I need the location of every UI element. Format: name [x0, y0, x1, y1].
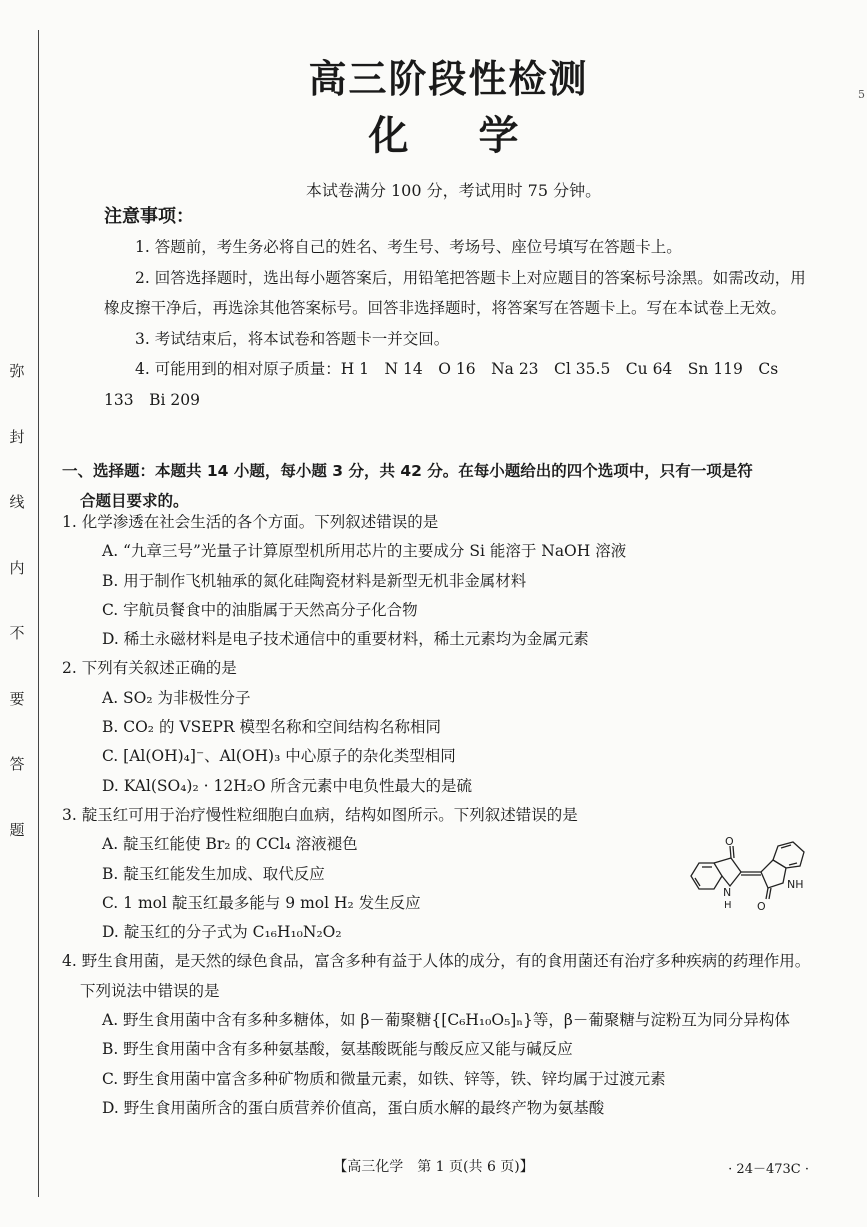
structure-label-h: H — [724, 900, 732, 911]
structure-label-o-bottom: O — [757, 900, 766, 913]
margin-char: 弥 — [9, 362, 25, 380]
question-stem: 4. 野生食用菌，是天然的绿色食品，富含多种有益于人体的成分，有的食用菌还有治疗多种疾病的药理作用。下列说法中错误的是 — [62, 952, 811, 1000]
exam-title: 高三阶段性检测 — [308, 57, 589, 101]
margin-char: 题 — [9, 820, 25, 839]
indirubin-structure-diagram — [683, 836, 823, 916]
notice-item: 1. 答题前，考生务必将自己的姓名、考生号、考场号、座位号填写在答题卡上。 — [135, 238, 682, 256]
option: B. CO₂ 的 VSEPR 模型名称和空间结构名称相同 — [102, 718, 442, 737]
page-footer: 【高三化学 第 1 页(共 6 页)】 — [333, 1159, 534, 1175]
question-1 — [62, 508, 815, 654]
margin-char: 不 — [9, 624, 25, 643]
structure-label-o-top: O — [725, 836, 734, 848]
margin-char: 要 — [9, 689, 25, 708]
option: B. 靛玉红能发生加成、取代反应 — [102, 864, 325, 883]
margin-char: 封 — [9, 427, 25, 446]
option: A. “九章三号”光量子计算原型机所用芯片的主要成分 Si 能溶于 NaOH 溶液 — [102, 542, 627, 561]
question-list — [62, 508, 815, 1123]
question-stem: 3. 靛玉红可用于治疗慢性粒细胞白血病，结构如图所示。下列叙述错误的是 — [62, 805, 578, 824]
option: D. 稀土永磁材料是电子技术通信中的重要材料，稀土元素均为金属元素 — [102, 630, 589, 649]
notice-item: 3. 考试结束后，将本试卷和答题卡一并交回。 — [135, 329, 450, 348]
section-heading-line: 一、选择题：本题共 14 小题，每小题 3 分，共 42 分。在每小题给出的四个选项中，只有一项是符 — [62, 462, 753, 480]
section-heading — [62, 456, 817, 516]
option: C. 1 mol 靛玉红最多能与 9 mol H₂ 发生反应 — [102, 893, 421, 912]
exam-code: · 24－473C · — [728, 1162, 809, 1177]
margin-char: 内 — [9, 558, 25, 577]
option: A. 野生食用菌中含有多种多糖体，如 β－葡聚糖{[C₆H₁₀O₅]ₙ}等，β－葡聚糖与淀粉互为同分异构体 — [102, 1011, 790, 1030]
notice-heading: 注意事项： — [104, 206, 194, 227]
structure-label-n: N — [723, 886, 732, 899]
question-stem: 1. 化学渗透在社会生活的各个方面。下列叙述错误的是 — [62, 513, 439, 531]
corner-mark: 5 — [858, 88, 865, 101]
exam-subject: 化学 — [368, 113, 589, 159]
option: C. 宇航员餐食中的油脂属于天然高分子化合物 — [102, 600, 418, 619]
option: B. 用于制作飞机轴承的氮化硅陶瓷材料是新型无机非金属材料 — [102, 571, 527, 590]
option: B. 野生食用菌中含有多种氨基酸，氨基酸既能与酸反应又能与碱反应 — [102, 1040, 573, 1059]
binding-margin-line — [38, 30, 39, 1197]
question-2 — [62, 654, 815, 800]
option: C. [Al(OH)₄]⁻、Al(OH)₃ 中心原子的杂化类型相同 — [102, 747, 456, 766]
notice-item: 4. 可能用到的相对原子质量：H 1 N 14 O 16 Na 23 Cl 35.5 Cu 64 Sn 119 Cs 133 Bi 209 — [104, 360, 779, 409]
option: D. 靛玉红的分子式为 C₁₆H₁₀N₂O₂ — [102, 923, 342, 942]
option: A. SO₂ 为非极性分子 — [102, 688, 251, 707]
option: D. 野生食用菌所含的蛋白质营养价值高，蛋白质水解的最终产物为氨基酸 — [102, 1098, 605, 1117]
binding-margin-notice — [4, 360, 30, 840]
structure-label-nh: NH — [787, 878, 804, 891]
option: D. KAl(SO₄)₂ · 12H₂O 所含元素中电负性最大的是硫 — [102, 776, 473, 795]
option: A. 靛玉红能使 Br₂ 的 CCl₄ 溶液褪色 — [102, 835, 358, 854]
margin-char: 线 — [9, 493, 25, 512]
margin-char: 答 — [9, 755, 25, 774]
exam-info: 本试卷满分 100 分，考试用时 75 分钟。 — [305, 181, 602, 200]
section-heading-line: 合题目要求的。 — [80, 492, 189, 510]
option: C. 野生食用菌中富含多种矿物质和微量元素，如铁、锌等，铁、锌均属于过渡元素 — [102, 1069, 666, 1088]
question-4 — [62, 947, 815, 1123]
notice-item: 2. 回答选择题时，选出每小题答案后，用铅笔把答题卡上对应题目的答案标号涂黑。如需改动，用橡皮擦干净后，再选涂其他答案标号。回答非选择题时，将答案写在答题卡上。写在本试卷上无效。 — [104, 268, 806, 317]
notice-list — [104, 232, 811, 415]
question-stem: 2. 下列有关叙述正确的是 — [62, 659, 237, 678]
